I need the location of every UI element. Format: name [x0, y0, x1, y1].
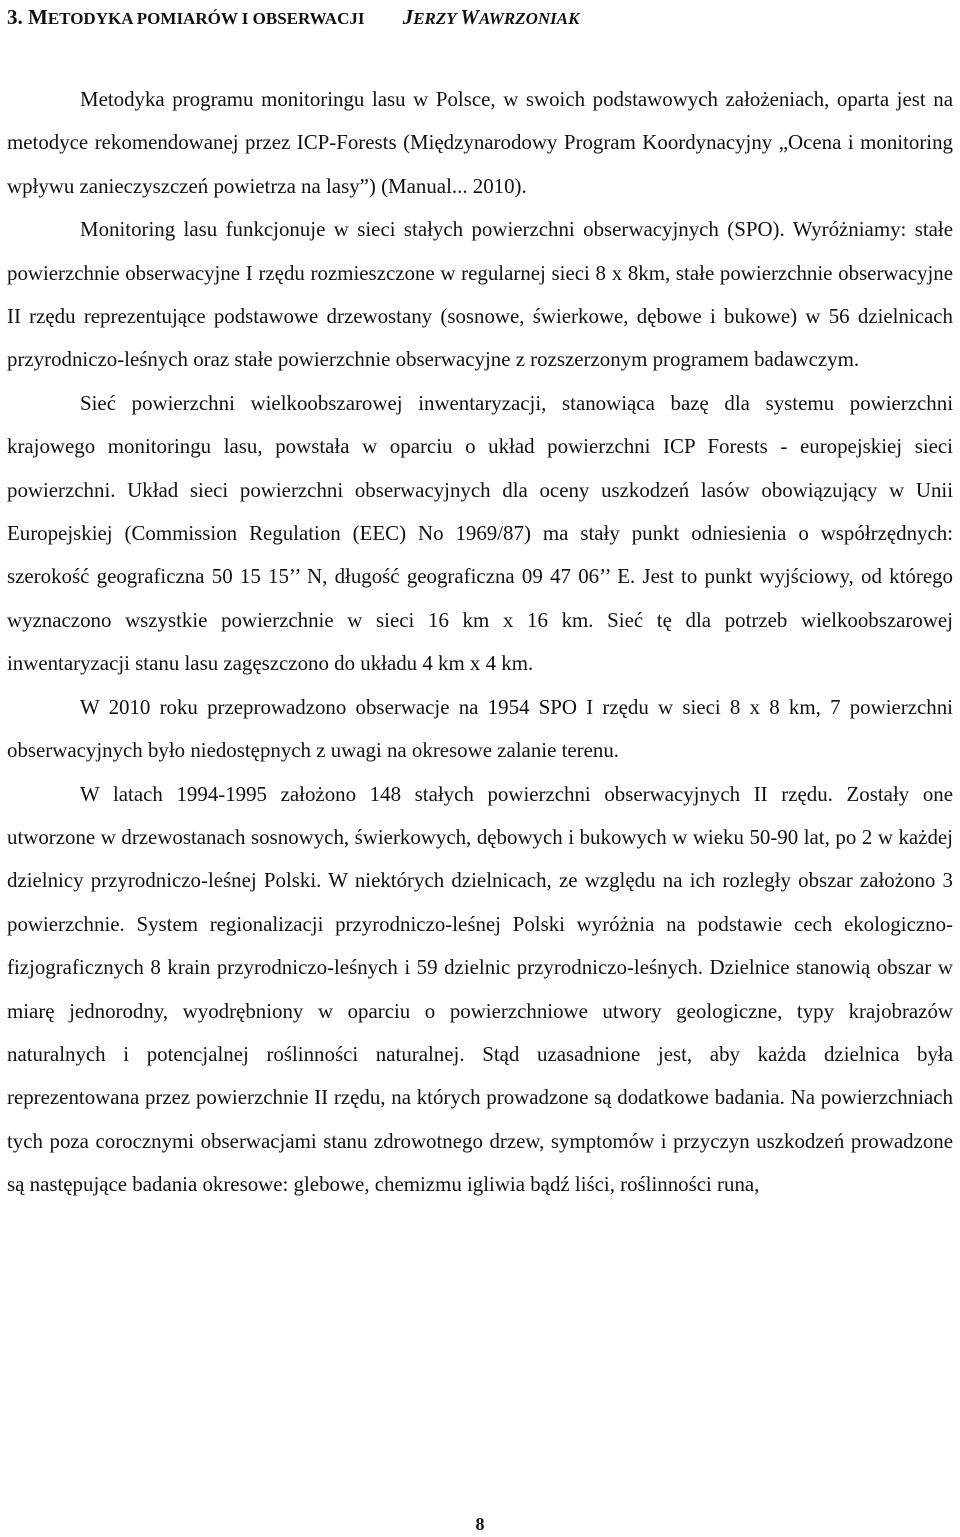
body-text [7, 78, 953, 1207]
paragraph-2010-observations: W 2010 roku przeprowadzono obserwacje na 1954 SPO I rzędu w sieci 8 x 8 km, 7 powierzchni obserwacyjnych było niedostępnych z uwagi na okresowe zalanie terenu. [7, 694, 953, 763]
section-title: ETODYKA POMIARÓW I OBSERWACJI [47, 9, 365, 28]
paragraph-intro: Metodyka programu monitoringu lasu w Polsce, w swoich podstawowych założeniach, oparta jest na metodyce rekomendowanej przez ICP-Forests (Międzynarodowy Program Koordynacyjny „Ocena i monitoring wpływu zanieczyszczeń powietrza na lasy”) (Manual... 2010). [7, 87, 953, 198]
paragraph-spo-network: Monitoring lasu funkcjonuje w sieci stałych powierzchni obserwacyjnych (SPO). Wyróżniamy: stałe powierzchnie obserwacyjne I rzędu rozmieszczone w regularnej sieci 8 x 8km, stałe powierzchnie obserwacyjne II rzędu reprezentujące podstawowe drzewostany (sosnowe, świerkowe, dębowe i bukowe) w 56 dzielnicach przyrodniczo-leśnych oraz stałe powierzchnie obserwacyjne z rozszerzonym programem badawczym. [7, 217, 953, 372]
section-number: 3. [7, 5, 23, 29]
section-heading [7, 4, 953, 32]
paragraph-second-order-plots: W latach 1994-1995 założono 148 stałych powierzchni obserwacyjnych II rzędu. Zostały one utworzone w drzewostanach sosnowych, świerkowych, dębowych i bukowych w wieku 50-90 lat, po 2 w każdej dzielnicy przyrodniczo-leśnej Polski. W niektórych dzielnicach, ze względu na ich rozległy obszar założono 3 powierzchnie. System regionalizacji przyrodniczo-leśnej Polski wyróżnia na podstawie cech ekologiczno-fizjograficznych 8 krain przyrodniczo-leśnych i 59 dzielnic przyrodniczo-leśnych. Dzielnice stanowią obszar w miarę jednorodny, wyodrębniony w oparciu o powierzchniowe utwory geologiczne, typy krajobrazów naturalnych i potencjalnej roślinności naturalnej. Stąd uzasadnione jest, aby każda dzielnica była reprezentowana przez powierzchnie II rzędu, na których prowadzone są dodatkowe badania. Na powierzchniach tych poza corocznymi obserwacjami stanu zdrowotnego drzew, symptomów i przyczyn uszkodzeń prowadzone są następujące badania okresowe: glebowe, chemizmu igliwia bądź liści, roślinności runa, [7, 781, 953, 1197]
page-number: 8 [475, 1514, 485, 1534]
title-initial: M [28, 5, 48, 29]
paragraph-grid-system: Sieć powierzchni wielkoobszarowej inwentaryzacji, stanowiąca bazę dla systemu powierzchni krajowego monitoringu lasu, powstała w oparciu o układ powierzchni ICP Forests - europejskiej sieci powierzchni. Układ sieci powierzchni obserwacyjnych dla oceny uszkodzeń lasów obowiązujący w Unii Europejskiej (Commission Regulation (EEC) No 1969/87) ma stały punkt odniesienia o współrzędnych: szerokość geograficzna 50 15 15’’ N, długość geograficzna 09 47 06’’ E. Jest to punkt wyjściowy, od którego wyznaczono wszystkie powierzchnie w sieci 16 km x 16 km. Sieć tę dla potrzeb wielkoobszarowej inwentaryzacji stanu lasu zagęszczono do układu 4 km x 4 km. [7, 390, 953, 676]
author-name: JERZY WAWRZONIAK [402, 5, 580, 29]
